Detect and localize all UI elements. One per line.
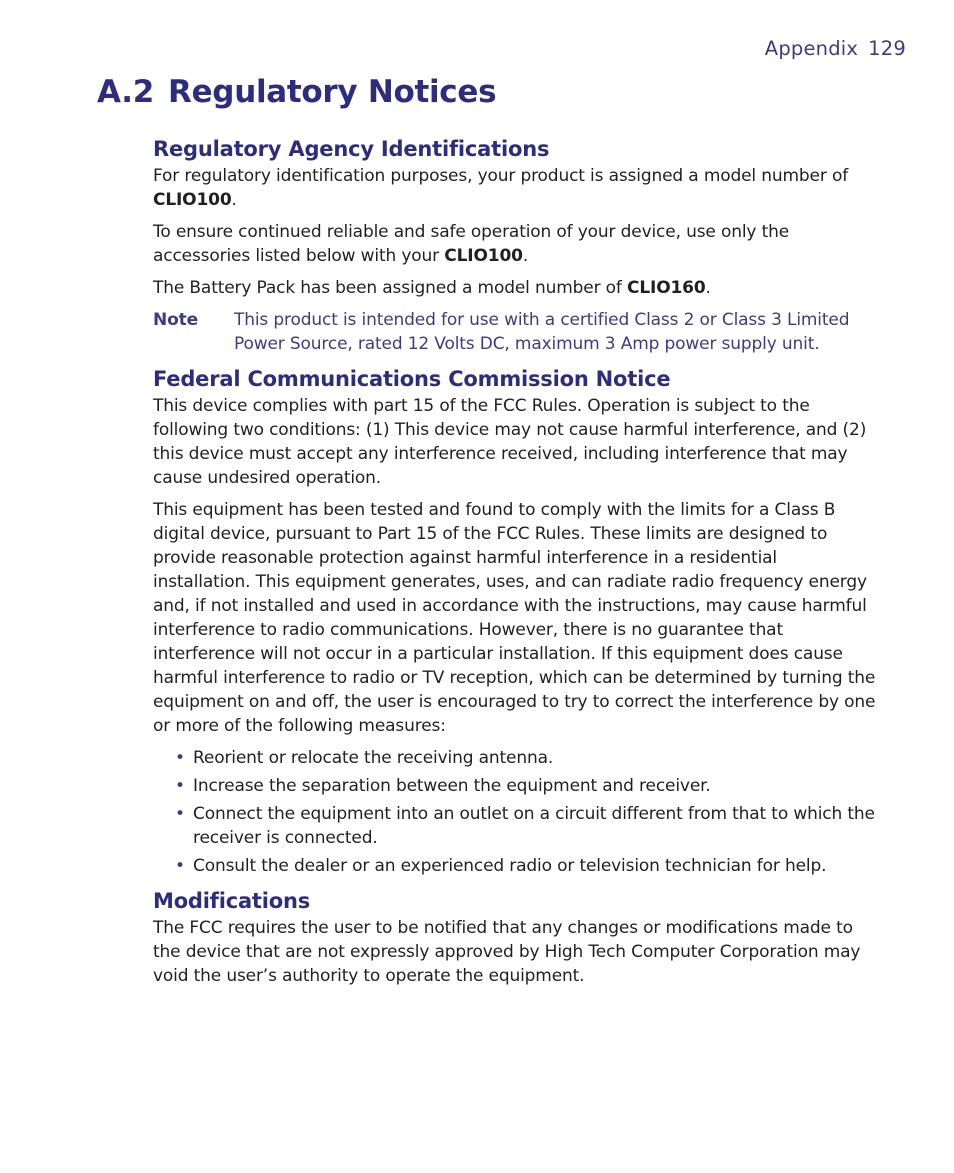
paragraph-accessories-text: To ensure continued reliable and safe operation of your device, use only the accessories listed below with your [153, 222, 790, 266]
page-title-number: A.2 [97, 74, 155, 110]
header-section: Appendix [764, 37, 859, 60]
paragraph-modifications: The FCC requires the user to be notified that any changes or modifications made to the device that are not expressly approved by High Tech Computer Corporation may void the user’s authority to operate the equipment. [153, 918, 861, 986]
bullet-icon: • [175, 748, 185, 768]
note-label: Note [153, 310, 198, 330]
header-page-number: 129 [868, 37, 906, 60]
heading-regulatory-agency: Regulatory Agency Identifications [153, 137, 550, 161]
list-item [175, 746, 878, 770]
list-item-text: Reorient or relocate the receiving antenna. [193, 748, 554, 768]
note-text: This product is intended for use with a certified Class 2 or Class 3 Limited Power Source, rated 12 Volts DC, maximum 3 Amp power supply unit. [234, 310, 850, 354]
paragraph-fcc-compliance: This device complies with part 15 of the FCC Rules. Operation is subject to the following two conditions: (1) This device may not cause harmful interference, and (2) this device must accept any interference received, including interference that may cause undesired operation. [153, 396, 867, 488]
paragraph-accessories [153, 220, 878, 268]
list-item-text: Connect the equipment into an outlet on a circuit different from that to which the receiver is connected. [193, 804, 875, 848]
note-box [153, 308, 878, 356]
paragraph-fcc-testing: This equipment has been tested and found to comply with the limits for a Class B digital device, pursuant to Part 15 of the FCC Rules. These limits are designed to provide reasonable protection against harmful interference in a residential installation. This equipment generates, uses, and can radiate radio frequency energy and, if not installed and used in accordance with the instructions, may cause harmful interference to radio communications. However, there is no guarantee that interference will not occur in a particular installation. If this equipment does cause harmful interference to radio or TV reception, which can be determined by turning the equipment on and off, the user is encouraged to try to correct the interference by one or more of the following measures: [153, 500, 876, 736]
measures-list [153, 746, 878, 878]
page-title-text: Regulatory Notices [168, 74, 497, 110]
list-item-text: Consult the dealer or an experienced radio or television technician for help. [193, 856, 827, 876]
bullet-icon: • [175, 776, 185, 796]
period: . [231, 190, 237, 210]
battery-model-bold: CLIO160 [627, 278, 706, 298]
list-item [175, 854, 878, 878]
period: . [705, 278, 711, 298]
bullet-icon: • [175, 856, 185, 876]
paragraph-battery [153, 276, 878, 300]
period: . [522, 246, 529, 266]
bullet-icon: • [175, 804, 185, 824]
page-title [97, 74, 496, 110]
page-content [153, 134, 878, 996]
paragraph-model-number-text: For regulatory identification purposes, your product is assigned a model number of [153, 166, 849, 186]
running-header [765, 37, 906, 60]
list-item-text: Increase the separation between the equipment and receiver. [193, 776, 711, 796]
paragraph-battery-text: The Battery Pack has been assigned a model number of [153, 278, 628, 298]
list-item [175, 802, 878, 850]
list-item [175, 774, 878, 798]
paragraph-model-number [153, 164, 878, 212]
heading-modifications: Modifications [153, 889, 311, 913]
heading-fcc-notice: Federal Communications Commission Notice [153, 367, 671, 391]
model-number-bold: CLIO100 [444, 246, 523, 266]
model-number-bold: CLIO100 [153, 190, 232, 210]
